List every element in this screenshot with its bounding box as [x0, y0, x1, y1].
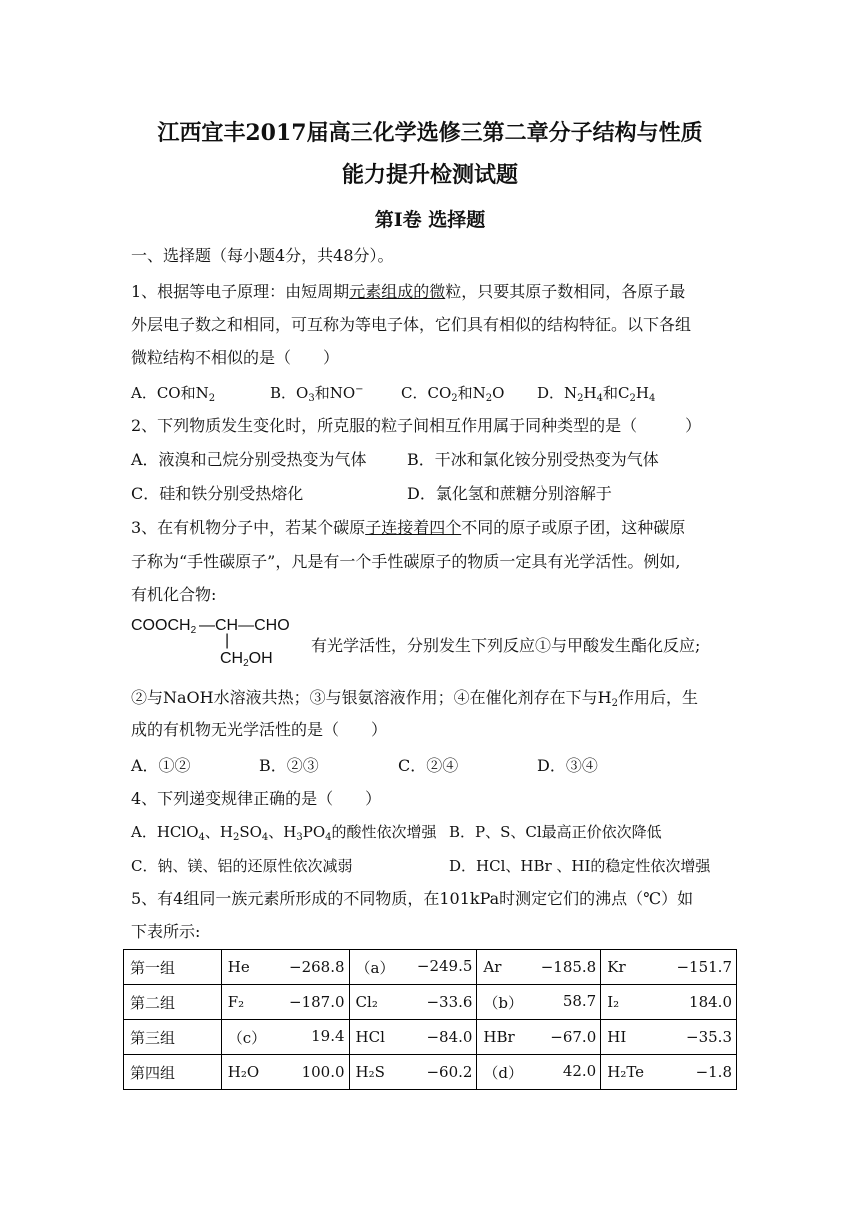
q3-option-b: B．②③ — [259, 756, 319, 775]
document-title: 江西宜丰2017届高三化学选修三第二章分子结构与性质 — [157, 120, 703, 146]
substance: I₂ — [607, 993, 620, 1011]
table-cell — [477, 985, 601, 1020]
q3-option-d: D．③④ — [537, 756, 598, 775]
q4-stem: 4、下列递变规律正确的是（ ） — [131, 789, 382, 808]
substance: HCl — [355, 1028, 385, 1046]
q1-option-d: D．$N_2H_4$和$C_2H_4$ — [537, 384, 656, 404]
substance: F₂ — [227, 993, 245, 1011]
q1-line3: 微粒结构不相似的是（ ） — [131, 348, 340, 367]
substance: （c） — [227, 1028, 267, 1047]
boiling-point: 100.0 — [301, 1063, 345, 1081]
boiling-point: −187.0 — [289, 993, 345, 1011]
table-cell — [477, 950, 601, 985]
table-cell — [601, 1055, 737, 1090]
q4-option-c: C．钠、镁、铝的还原性依次减弱 — [131, 857, 353, 875]
boiling-point: −249.5 — [416, 956, 473, 975]
q3-options — [131, 756, 598, 776]
table-row — [124, 950, 737, 985]
q3-line6: 成的有机物无光学活性的是（ ） — [131, 720, 388, 739]
substance: H₂Te — [607, 1063, 645, 1081]
q3-line5: ②与NaOH水溶液共热；③与银氨溶液作用；④在催化剂存在下与$H_2$作用后，生 — [131, 688, 698, 709]
group-label: 第一组 — [124, 950, 222, 985]
substance: He — [227, 958, 250, 976]
boiling-point: 184.0 — [689, 993, 732, 1011]
substance: HI — [607, 1028, 627, 1046]
boiling-point: −268.8 — [289, 958, 345, 976]
q3-option-c: C．②④ — [398, 756, 459, 775]
q2-option-d: D．氯化氢和蔗糖分别溶解于 — [407, 484, 612, 503]
q2-options-cd — [131, 484, 612, 504]
boiling-point: −185.8 — [540, 958, 597, 976]
q4-option-b: B．P、S、Cl最高正价依次降低 — [449, 823, 662, 841]
q1-option-c: C．$CO_2$和$N_2O$ — [401, 384, 505, 404]
molecule-left-group: $COOCH_2$ — [131, 617, 197, 636]
group-label: 第四组 — [124, 1055, 222, 1090]
table-cell — [601, 1020, 737, 1055]
q3-line1: 3、在有机物分子中，若某个碳原子连接着四个不同的原子或原子团，这种碳原 — [131, 518, 686, 537]
q3-line3: 有机化合物: — [131, 585, 217, 604]
group-label: 第三组 — [124, 1020, 222, 1055]
boiling-point: −67.0 — [550, 1028, 597, 1046]
table-cell — [477, 1055, 601, 1090]
boiling-point-table — [123, 949, 737, 1090]
boiling-point: −84.0 — [426, 1028, 473, 1046]
q1-options — [131, 383, 655, 403]
part-heading: 一、选择题（每小题4分，共48分）。 — [131, 246, 394, 265]
boiling-point: −60.2 — [426, 1063, 473, 1081]
q5-line1: 5、有4组同一族元素所形成的不同物质，在101kPa时测定它们的沸点（℃）如 — [131, 889, 694, 908]
substance: Cl₂ — [355, 993, 378, 1011]
substance: H₂S — [355, 1063, 385, 1081]
table-row — [124, 1020, 737, 1055]
section-heading: 第Ⅰ卷 选择题 — [374, 209, 486, 231]
q4-options-ab — [131, 822, 662, 842]
q2-option-b: B．干冰和氯化铵分别受热变为气体 — [407, 450, 659, 469]
group-label: 第二组 — [124, 985, 222, 1020]
table-cell — [221, 1055, 349, 1090]
boiling-point: 19.4 — [311, 1026, 345, 1045]
q3-option-a: A．①② — [131, 756, 191, 775]
molecule-bond: | — [225, 632, 230, 649]
table-cell — [601, 985, 737, 1020]
boiling-point: −1.8 — [695, 1063, 732, 1081]
boiling-point: 42.0 — [562, 1061, 597, 1080]
boiling-point: −151.7 — [676, 958, 732, 976]
table-cell — [349, 950, 477, 985]
q4-option-a: A．HClO$_4$、$H_2SO_4$、$H_3PO_4$的酸性依次增强 — [131, 823, 437, 843]
substance: （a） — [355, 958, 395, 977]
table-cell — [349, 1055, 477, 1090]
q3-line4: 有光学活性，分别发生下列反应①与甲酸发生酯化反应; — [311, 636, 701, 655]
substance: Ar — [483, 958, 502, 976]
substance: Kr — [607, 958, 626, 976]
substance: （b） — [483, 993, 524, 1012]
boiling-point: 58.7 — [562, 991, 597, 1010]
substance: H₂O — [227, 1063, 260, 1081]
molecule-chain: —CH—CHO — [199, 617, 290, 634]
q1-line1: 1、根据等电子原理：由短周期元素组成的微粒，只要其原子数相同，各原子最 — [131, 282, 686, 301]
table-row — [124, 1055, 737, 1090]
q5-line2: 下表所示: — [131, 922, 201, 941]
table-cell — [221, 1020, 349, 1055]
boiling-point: −35.3 — [686, 1028, 732, 1046]
substance: HBr — [483, 1028, 515, 1046]
table-cell — [221, 985, 349, 1020]
document-subtitle: 能力提升检测试题 — [341, 162, 518, 188]
boiling-point: −33.6 — [426, 993, 473, 1011]
table-cell — [349, 985, 477, 1020]
q2-option-c: C．硅和铁分别受热熔化 — [131, 484, 304, 503]
q3-line2: 子称为“手性碳原子”，凡是有一个手性碳原子的物质一定具有光学活性。例如, — [131, 552, 681, 571]
table-row — [124, 985, 737, 1020]
molecule-structure — [131, 612, 311, 672]
q2-options-ab — [131, 450, 659, 470]
q1-option-b: B．$O_3$和NO− — [270, 384, 364, 404]
q4-options-cd — [131, 856, 710, 876]
table-cell — [221, 950, 349, 985]
table-cell — [477, 1020, 601, 1055]
q2-option-a: A．液溴和己烷分别受热变为气体 — [131, 450, 367, 469]
substance: （d） — [483, 1063, 524, 1082]
q1-line2: 外层电子数之和相同，可互称为等电子体，它们具有相似的结构特征。以下各组 — [131, 315, 692, 334]
table-cell — [601, 950, 737, 985]
q2-stem: 2、下列物质发生变化时，所克服的粒子间相互作用属于同种类型的是（ ） — [131, 416, 702, 435]
q4-option-d: D．HCl、HBr 、HI的稳定性依次增强 — [449, 857, 711, 875]
table-cell — [349, 1020, 477, 1055]
molecule-branch: $CH_2OH$ — [220, 650, 273, 669]
q1-option-a: A．CO和$N_2$ — [131, 384, 216, 404]
